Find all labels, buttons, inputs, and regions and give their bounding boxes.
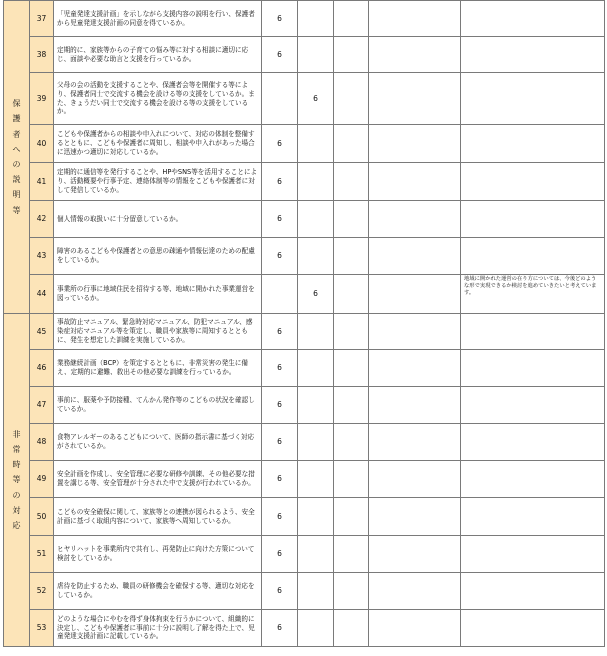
score-col-a: 6 — [262, 498, 298, 536]
item-number: 40 — [30, 125, 54, 163]
item-number: 52 — [30, 573, 54, 610]
score-col-a: 6 — [262, 1, 298, 37]
item-question: 事故防止マニュアル、緊急時対応マニュアル、防犯マニュアル、感染症対応マニュアル等を策定し、職員や家族等に周知するとともに、発生を想定した訓練を実施しているか。 — [54, 314, 262, 350]
score-col-b — [298, 610, 334, 647]
score-col-b — [298, 350, 334, 387]
item-note: 地域に開かれた運営の在り方については、今後どのような形で実現できるか検討を進めていきたいと考えています。 — [461, 275, 605, 314]
score-col-c — [334, 238, 369, 275]
item-number: 38 — [30, 37, 54, 73]
blank-col — [369, 536, 461, 573]
score-col-a: 6 — [262, 387, 298, 424]
item-number: 53 — [30, 610, 54, 647]
table-row — [4, 387, 605, 424]
item-note — [461, 350, 605, 387]
score-col-a: 6 — [262, 610, 298, 647]
item-note — [461, 536, 605, 573]
item-number: 43 — [30, 238, 54, 275]
item-number: 44 — [30, 275, 54, 314]
blank-col — [369, 163, 461, 201]
blank-col — [369, 350, 461, 387]
score-col-c — [334, 498, 369, 536]
blank-col — [369, 498, 461, 536]
blank-col — [369, 573, 461, 610]
evaluation-table — [3, 0, 605, 647]
blank-col — [369, 461, 461, 498]
item-question: 安全計画を作成し、安全管理に必要な研修や訓練、その他必要な措置を講じる等、安全管理が十分された中で支援が行われているか。 — [54, 461, 262, 498]
score-col-a: 6 — [262, 536, 298, 573]
item-question: ヒヤリハットを事業所内で共有し、再発防止に向けた方策について検討をしているか。 — [54, 536, 262, 573]
item-note — [461, 201, 605, 238]
table-row — [4, 610, 605, 647]
section-label: 非常時等の対応 — [12, 429, 21, 530]
item-question: 「児童発達支援計画」を示しながら支援内容の説明を行い、保護者から児童発達支援計画の同意を得ているか。 — [54, 1, 262, 37]
table-row — [4, 536, 605, 573]
score-col-c — [334, 1, 369, 37]
score-col-c — [334, 163, 369, 201]
item-question: 父母の会の活動を支援することや、保護者会等を開催する等により、保護者同士で交流する機会を設ける等の支援をしているか。また、きょうだい同士で交流する機会を設ける等の支援をしているか。 — [54, 73, 262, 125]
item-question: こどもや保護者からの相談や申入れについて、対応の体制を整備するとともに、こどもや保護者に周知し、相談や申入れがあった場合に迅速かつ適切に対応しているか。 — [54, 125, 262, 163]
item-note — [461, 424, 605, 461]
score-col-a: 6 — [262, 424, 298, 461]
item-question: こどもの安全確保に関して、家族等との連携が図られるよう、安全計画に基づく取組内容について、家族等へ周知しているか。 — [54, 498, 262, 536]
item-number: 51 — [30, 536, 54, 573]
score-col-a: 6 — [262, 314, 298, 350]
item-note — [461, 573, 605, 610]
item-number: 39 — [30, 73, 54, 125]
table-row — [4, 424, 605, 461]
score-col-b — [298, 461, 334, 498]
score-col-c — [334, 350, 369, 387]
score-col-b — [298, 573, 334, 610]
item-number: 47 — [30, 387, 54, 424]
item-note — [461, 125, 605, 163]
section-label: 保護者への説明等 — [12, 99, 21, 215]
table-row — [4, 461, 605, 498]
blank-col — [369, 238, 461, 275]
section-label-cell — [4, 314, 30, 647]
score-col-c — [334, 275, 369, 314]
item-question: 定期的に通信等を発行することや、HPやSNS等を活用することにより、活動概要や行事予定、連絡体制等の情報をこどもや保護者に対して発信しているか。 — [54, 163, 262, 201]
table-row — [4, 238, 605, 275]
score-col-a: 6 — [262, 461, 298, 498]
item-question: 障害のあるこどもや保護者との意思の疎通や情報伝達のための配慮をしているか。 — [54, 238, 262, 275]
score-col-a: 6 — [262, 201, 298, 238]
score-col-a: 6 — [262, 163, 298, 201]
blank-col — [369, 424, 461, 461]
score-col-c — [334, 536, 369, 573]
score-col-c — [334, 201, 369, 238]
item-note — [461, 461, 605, 498]
item-number: 42 — [30, 201, 54, 238]
item-note — [461, 163, 605, 201]
table-body — [4, 1, 605, 647]
item-question: どのような場合にやむを得ず身体拘束を行うかについて、組織的に決定し、こどもや保護者に事前に十分に説明し了解を得た上で、児童発達支援計画に記載しているか。 — [54, 610, 262, 647]
score-col-b — [298, 536, 334, 573]
score-col-b — [298, 125, 334, 163]
score-col-a: 6 — [262, 37, 298, 73]
table-row — [4, 350, 605, 387]
score-col-b: 6 — [298, 275, 334, 314]
score-col-c — [334, 424, 369, 461]
blank-col — [369, 1, 461, 37]
blank-col — [369, 125, 461, 163]
blank-col — [369, 201, 461, 238]
table-row — [4, 498, 605, 536]
score-col-b: 6 — [298, 73, 334, 125]
table-row — [4, 573, 605, 610]
item-question: 定期的に、家族等からの子育ての悩み等に対する相談に適切に応じ、面談や必要な助言と支援を行っているか。 — [54, 37, 262, 73]
table-row — [4, 125, 605, 163]
score-col-b — [298, 201, 334, 238]
item-note — [461, 387, 605, 424]
item-note — [461, 610, 605, 647]
item-question: 事前に、服薬や予防接種、てんかん発作等のこどもの状況を確認しているか。 — [54, 387, 262, 424]
table-row — [4, 201, 605, 238]
score-col-b — [298, 424, 334, 461]
score-col-b — [298, 163, 334, 201]
item-note — [461, 37, 605, 73]
item-number: 46 — [30, 350, 54, 387]
item-number: 48 — [30, 424, 54, 461]
blank-col — [369, 314, 461, 350]
item-question: 業務継続計画（BCP）を策定するとともに、非常災害の発生に備え、定期的に避難、救出その他必要な訓練を行っているか。 — [54, 350, 262, 387]
item-number: 49 — [30, 461, 54, 498]
item-question: 食物アレルギーのあるこどもについて、医師の指示書に基づく対応がされているか。 — [54, 424, 262, 461]
score-col-a — [262, 73, 298, 125]
score-col-c — [334, 461, 369, 498]
table-row — [4, 275, 605, 314]
score-col-c — [334, 37, 369, 73]
item-number: 37 — [30, 1, 54, 37]
score-col-a: 6 — [262, 238, 298, 275]
score-col-b — [298, 37, 334, 73]
score-col-c — [334, 125, 369, 163]
item-note — [461, 1, 605, 37]
score-col-a: 6 — [262, 350, 298, 387]
item-note — [461, 498, 605, 536]
item-question: 個人情報の取扱いに十分留意しているか。 — [54, 201, 262, 238]
item-note — [461, 314, 605, 350]
item-number: 41 — [30, 163, 54, 201]
item-number: 50 — [30, 498, 54, 536]
score-col-a: 6 — [262, 573, 298, 610]
blank-col — [369, 73, 461, 125]
item-note — [461, 73, 605, 125]
score-col-b — [298, 238, 334, 275]
blank-col — [369, 387, 461, 424]
score-col-b — [298, 387, 334, 424]
score-col-c — [334, 387, 369, 424]
table-row — [4, 37, 605, 73]
score-col-c — [334, 610, 369, 647]
section-label-cell — [4, 1, 30, 314]
score-col-b — [298, 498, 334, 536]
table-row — [4, 314, 605, 350]
score-col-c — [334, 73, 369, 125]
score-col-b — [298, 314, 334, 350]
score-col-a — [262, 275, 298, 314]
score-col-b — [298, 1, 334, 37]
blank-col — [369, 275, 461, 314]
score-col-c — [334, 314, 369, 350]
item-number: 45 — [30, 314, 54, 350]
score-col-c — [334, 573, 369, 610]
table-row — [4, 73, 605, 125]
item-question: 事業所の行事に地域住民を招待する等、地域に開かれた事業運営を図っているか。 — [54, 275, 262, 314]
table-row — [4, 1, 605, 37]
blank-col — [369, 37, 461, 73]
item-question: 虐待を防止するため、職員の研修機会を確保する等、適切な対応をしているか。 — [54, 573, 262, 610]
blank-col — [369, 610, 461, 647]
score-col-a: 6 — [262, 125, 298, 163]
table-row — [4, 163, 605, 201]
item-note — [461, 238, 605, 275]
